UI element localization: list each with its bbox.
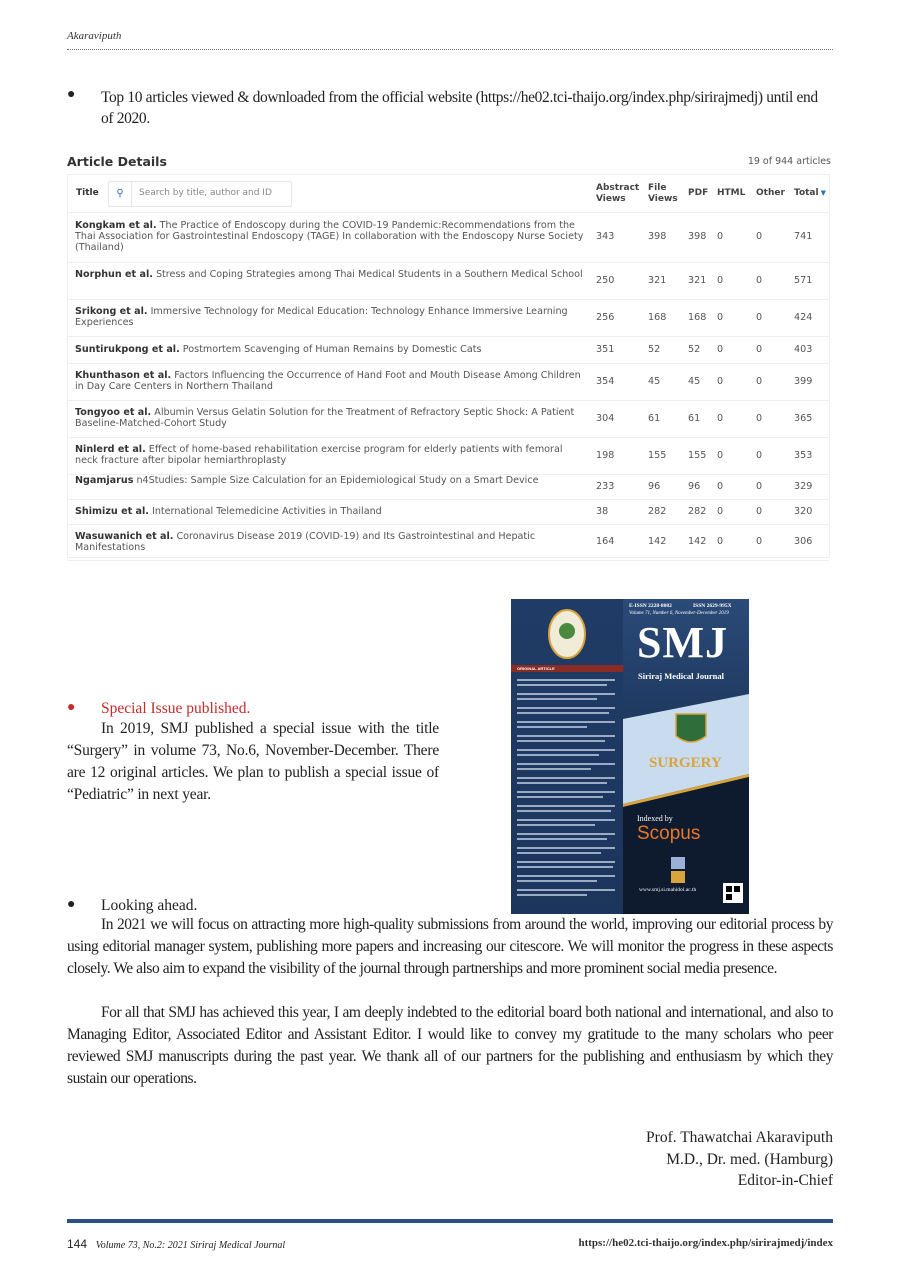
bullet-dot: ● xyxy=(67,700,76,715)
cell-file: 96 xyxy=(648,481,661,492)
cell-other: 0 xyxy=(756,231,763,242)
article-author: Kongkam et al. xyxy=(75,220,157,231)
signature-name: Prof. Thawatchai Akaraviputh xyxy=(646,1129,833,1146)
looking-ahead-paragraph-2 xyxy=(67,1002,833,1090)
special-issue-text: In 2019, SMJ published a special issue with the title “Surgery” in volume 73, No.6, November-December. There are 12 original articles. We plan to publish a special issue of “Pediatric” in next year. xyxy=(67,720,439,803)
cell-file: 282 xyxy=(648,506,667,517)
cell-total: 571 xyxy=(794,275,813,286)
table-row[interactable] xyxy=(68,363,829,401)
footer-rule xyxy=(67,1219,833,1223)
article-details-table xyxy=(67,174,830,558)
cover-website: www.smj.si.mahidol.ac.th xyxy=(639,887,697,893)
cell-html: 0 xyxy=(717,536,724,547)
bullet-dot: ● xyxy=(67,897,76,912)
cell-abstract: 304 xyxy=(596,413,615,424)
cell-pdf: 142 xyxy=(688,536,707,547)
article-cell[interactable] xyxy=(75,444,587,466)
cell-abstract: 354 xyxy=(596,376,615,387)
table-row[interactable] xyxy=(68,336,829,364)
footer-left xyxy=(67,1237,285,1251)
article-author: Tongyoo et al. xyxy=(75,407,152,418)
cell-abstract: 250 xyxy=(596,275,615,286)
article-cell[interactable] xyxy=(75,220,587,254)
cover-journal: Siriraj Medical Journal xyxy=(638,671,724,681)
footer-url[interactable]: https://he02.tci-thaijo.org/index.php/sirirajmedj/index xyxy=(578,1237,833,1249)
article-cell[interactable] xyxy=(75,531,587,553)
table-row[interactable] xyxy=(68,212,829,263)
article-cell[interactable] xyxy=(75,475,587,486)
article-title: Factors Influencing the Occurrence of Hand Foot and Mouth Disease Among Children in Day Care Centers in Northern Thailand xyxy=(75,370,581,393)
table-row[interactable] xyxy=(68,400,829,438)
cell-total: 741 xyxy=(794,231,813,242)
special-issue-heading: Special Issue published. xyxy=(101,700,251,717)
cell-other: 0 xyxy=(756,376,763,387)
cell-abstract: 351 xyxy=(596,344,615,355)
col-pdf[interactable]: PDF xyxy=(688,188,709,198)
cover-eissn: E-ISSN 2228-8082 xyxy=(629,603,672,609)
journal-cover-image xyxy=(511,599,749,914)
looking-ahead-text-2: For all that SMJ has achieved this year, I am deeply indebted to the editorial board both national and international, and also to Managing Editor, Associated Editor and Assistant Editor. I would like to convey my gratitude to the many scholars who peer reviewed SMJ manuscripts during the past year. We thank all of our partners for the publishing and enthusiasm by which they sustain our operations. xyxy=(67,1004,833,1087)
cell-other: 0 xyxy=(756,536,763,547)
cell-pdf: 52 xyxy=(688,344,701,355)
signature-block xyxy=(646,1127,833,1192)
cell-html: 0 xyxy=(717,413,724,424)
signature-role: Editor-in-Chief xyxy=(737,1172,833,1189)
cell-html: 0 xyxy=(717,450,724,461)
article-count: 19 of 944 articles xyxy=(747,156,831,167)
bullet-dot: ● xyxy=(67,87,76,102)
cell-html: 0 xyxy=(717,481,724,492)
col-total-label: Total xyxy=(794,188,819,198)
article-title: International Telemedicine Activities in Thailand xyxy=(151,506,382,517)
col-html[interactable]: HTML xyxy=(717,188,746,198)
cell-file: 142 xyxy=(648,536,667,547)
cell-total: 329 xyxy=(794,481,813,492)
cell-total: 353 xyxy=(794,450,813,461)
cell-abstract: 343 xyxy=(596,231,615,242)
footer-journal: Volume 73, No.2: 2021 Siriraj Medical Journal xyxy=(95,1240,286,1251)
cell-html: 0 xyxy=(717,344,724,355)
search-placeholder: Search by title, author and ID xyxy=(139,188,272,198)
cell-other: 0 xyxy=(756,506,763,517)
cell-pdf: 96 xyxy=(688,481,701,492)
search-input[interactable] xyxy=(108,181,292,207)
cover-indexed-by: Indexed by xyxy=(637,814,673,823)
article-author: Khunthason et al. xyxy=(75,370,172,381)
page-number: 144 xyxy=(67,1237,88,1251)
cell-total: 399 xyxy=(794,376,813,387)
article-author: Ngamjarus xyxy=(75,475,134,486)
cell-abstract: 164 xyxy=(596,536,615,547)
running-head: Akaraviputh xyxy=(67,30,122,42)
article-title: Postmortem Scavenging of Human Remains by Domestic Cats xyxy=(182,344,482,355)
cell-html: 0 xyxy=(717,275,724,286)
table-row[interactable] xyxy=(68,437,829,475)
col-file-views[interactable]: File Views xyxy=(648,183,678,204)
cell-html: 0 xyxy=(717,312,724,323)
col-total[interactable] xyxy=(794,188,826,199)
cell-file: 398 xyxy=(648,231,667,242)
cell-pdf: 398 xyxy=(688,231,707,242)
cover-section: ORIGINAL ARTICLE xyxy=(517,666,555,671)
cover-issn: ISSN 2629-995X xyxy=(693,603,732,609)
article-author: Srikong et al. xyxy=(75,306,148,317)
cell-abstract: 256 xyxy=(596,312,615,323)
cell-pdf: 321 xyxy=(688,275,707,286)
article-cell[interactable] xyxy=(75,506,587,517)
cell-other: 0 xyxy=(756,413,763,424)
cell-html: 0 xyxy=(717,231,724,242)
caret-down-icon[interactable]: ▼ xyxy=(820,189,826,197)
header-divider xyxy=(67,49,833,50)
article-author: Wasuwanich et al. xyxy=(75,531,174,542)
cell-pdf: 155 xyxy=(688,450,707,461)
cell-total: 424 xyxy=(794,312,813,323)
cell-file: 45 xyxy=(648,376,661,387)
article-author: Ninlerd et al. xyxy=(75,444,146,455)
cell-pdf: 45 xyxy=(688,376,701,387)
cell-file: 321 xyxy=(648,275,667,286)
col-abstract-views[interactable]: Abstract Views xyxy=(596,183,640,204)
cell-pdf: 282 xyxy=(688,506,707,517)
cell-abstract: 38 xyxy=(596,506,609,517)
cell-total: 320 xyxy=(794,506,813,517)
cover-logo: SMJ xyxy=(637,618,728,667)
article-details-title: Article Details xyxy=(67,154,167,169)
cell-pdf: 168 xyxy=(688,312,707,323)
table-row[interactable] xyxy=(68,299,829,337)
cell-file: 168 xyxy=(648,312,667,323)
article-author: Shimizu et al. xyxy=(75,506,149,517)
cell-html: 0 xyxy=(717,506,724,517)
article-author: Suntirukpong et al. xyxy=(75,344,180,355)
table-row[interactable] xyxy=(68,474,829,500)
article-title: Stress and Coping Strategies among Thai Medical Students in a Southern Medical School xyxy=(155,269,583,280)
bullet-top10-text: Top 10 articles viewed & downloaded from the official website (https://he02.tci-thaijo.org/index.php/sirirajmedj) until end of 2020. xyxy=(101,89,818,127)
col-other[interactable]: Other xyxy=(756,188,785,198)
cell-total: 403 xyxy=(794,344,813,355)
filter-label: Title xyxy=(76,188,99,198)
article-cell[interactable] xyxy=(75,306,587,328)
cover-scopus: Scopus xyxy=(637,823,701,844)
table-row[interactable] xyxy=(68,499,829,525)
article-title: Coronavirus Disease 2019 (COVID-19) and Its Gastrointestinal and Hepatic Manifestations xyxy=(75,531,536,554)
article-title: Immersive Technology for Medical Education: Technology Enhance Immersive Learning Experiences xyxy=(75,306,568,329)
cell-abstract: 198 xyxy=(596,450,615,461)
article-cell[interactable] xyxy=(75,344,587,355)
cell-html: 0 xyxy=(717,376,724,387)
cell-other: 0 xyxy=(756,275,763,286)
article-cell[interactable] xyxy=(75,269,587,280)
article-cell[interactable] xyxy=(75,370,587,392)
cell-other: 0 xyxy=(756,481,763,492)
article-title: n4Studies: Sample Size Calculation for an Epidemiological Study on a Smart Device xyxy=(136,475,539,486)
cell-other: 0 xyxy=(756,344,763,355)
article-title: Albumin Versus Gelatin Solution for the Treatment of Refractory Septic Shock: A Patient Baseline-Matched-Cohort Study xyxy=(75,407,575,430)
cell-pdf: 61 xyxy=(688,413,701,424)
cover-theme: SURGERY xyxy=(649,755,722,771)
cell-total: 365 xyxy=(794,413,813,424)
cell-file: 155 xyxy=(648,450,667,461)
article-cell[interactable] xyxy=(75,407,587,429)
signature-degrees: M.D., Dr. med. (Hamburg) xyxy=(666,1150,833,1168)
cover-volume: Volume 71, Number 6, November-December 2019 xyxy=(629,611,729,616)
cell-file: 52 xyxy=(648,344,661,355)
search-icon[interactable]: ⚲ xyxy=(109,182,132,206)
article-title: The Practice of Endoscopy during the COVID-19 Pandemic:Recommendations from the Thai Association for Gastrointestinal Endoscopy (TAGE) In collaboration with the Endoscopy Nurse Society (Thailand) xyxy=(75,220,584,254)
special-issue-paragraph xyxy=(67,718,439,806)
table-row[interactable] xyxy=(68,524,829,561)
cell-abstract: 233 xyxy=(596,481,615,492)
table-header xyxy=(68,175,829,213)
looking-ahead-heading: Looking ahead. xyxy=(101,897,198,914)
article-title: Effect of home-based rehabilitation exercise program for elderly patients with femoral neck fracture after bipolar hemiarthroplasty xyxy=(75,444,563,467)
table-row[interactable] xyxy=(68,262,829,300)
cell-file: 61 xyxy=(648,413,661,424)
cell-other: 0 xyxy=(756,450,763,461)
looking-ahead-text-1: In 2021 we will focus on attracting more high-quality submissions from around the world, improving our editorial process by using editorial manager system, publishing more papers and increasing our citescore. We will monitor the progress in these aspects closely. We also aim to expand the visibility of the journal through partnerships and more prominent social media presence. xyxy=(67,916,833,977)
looking-ahead-paragraph-1 xyxy=(67,914,833,980)
cell-other: 0 xyxy=(756,312,763,323)
article-author: Norphun et al. xyxy=(75,269,153,280)
cell-total: 306 xyxy=(794,536,813,547)
